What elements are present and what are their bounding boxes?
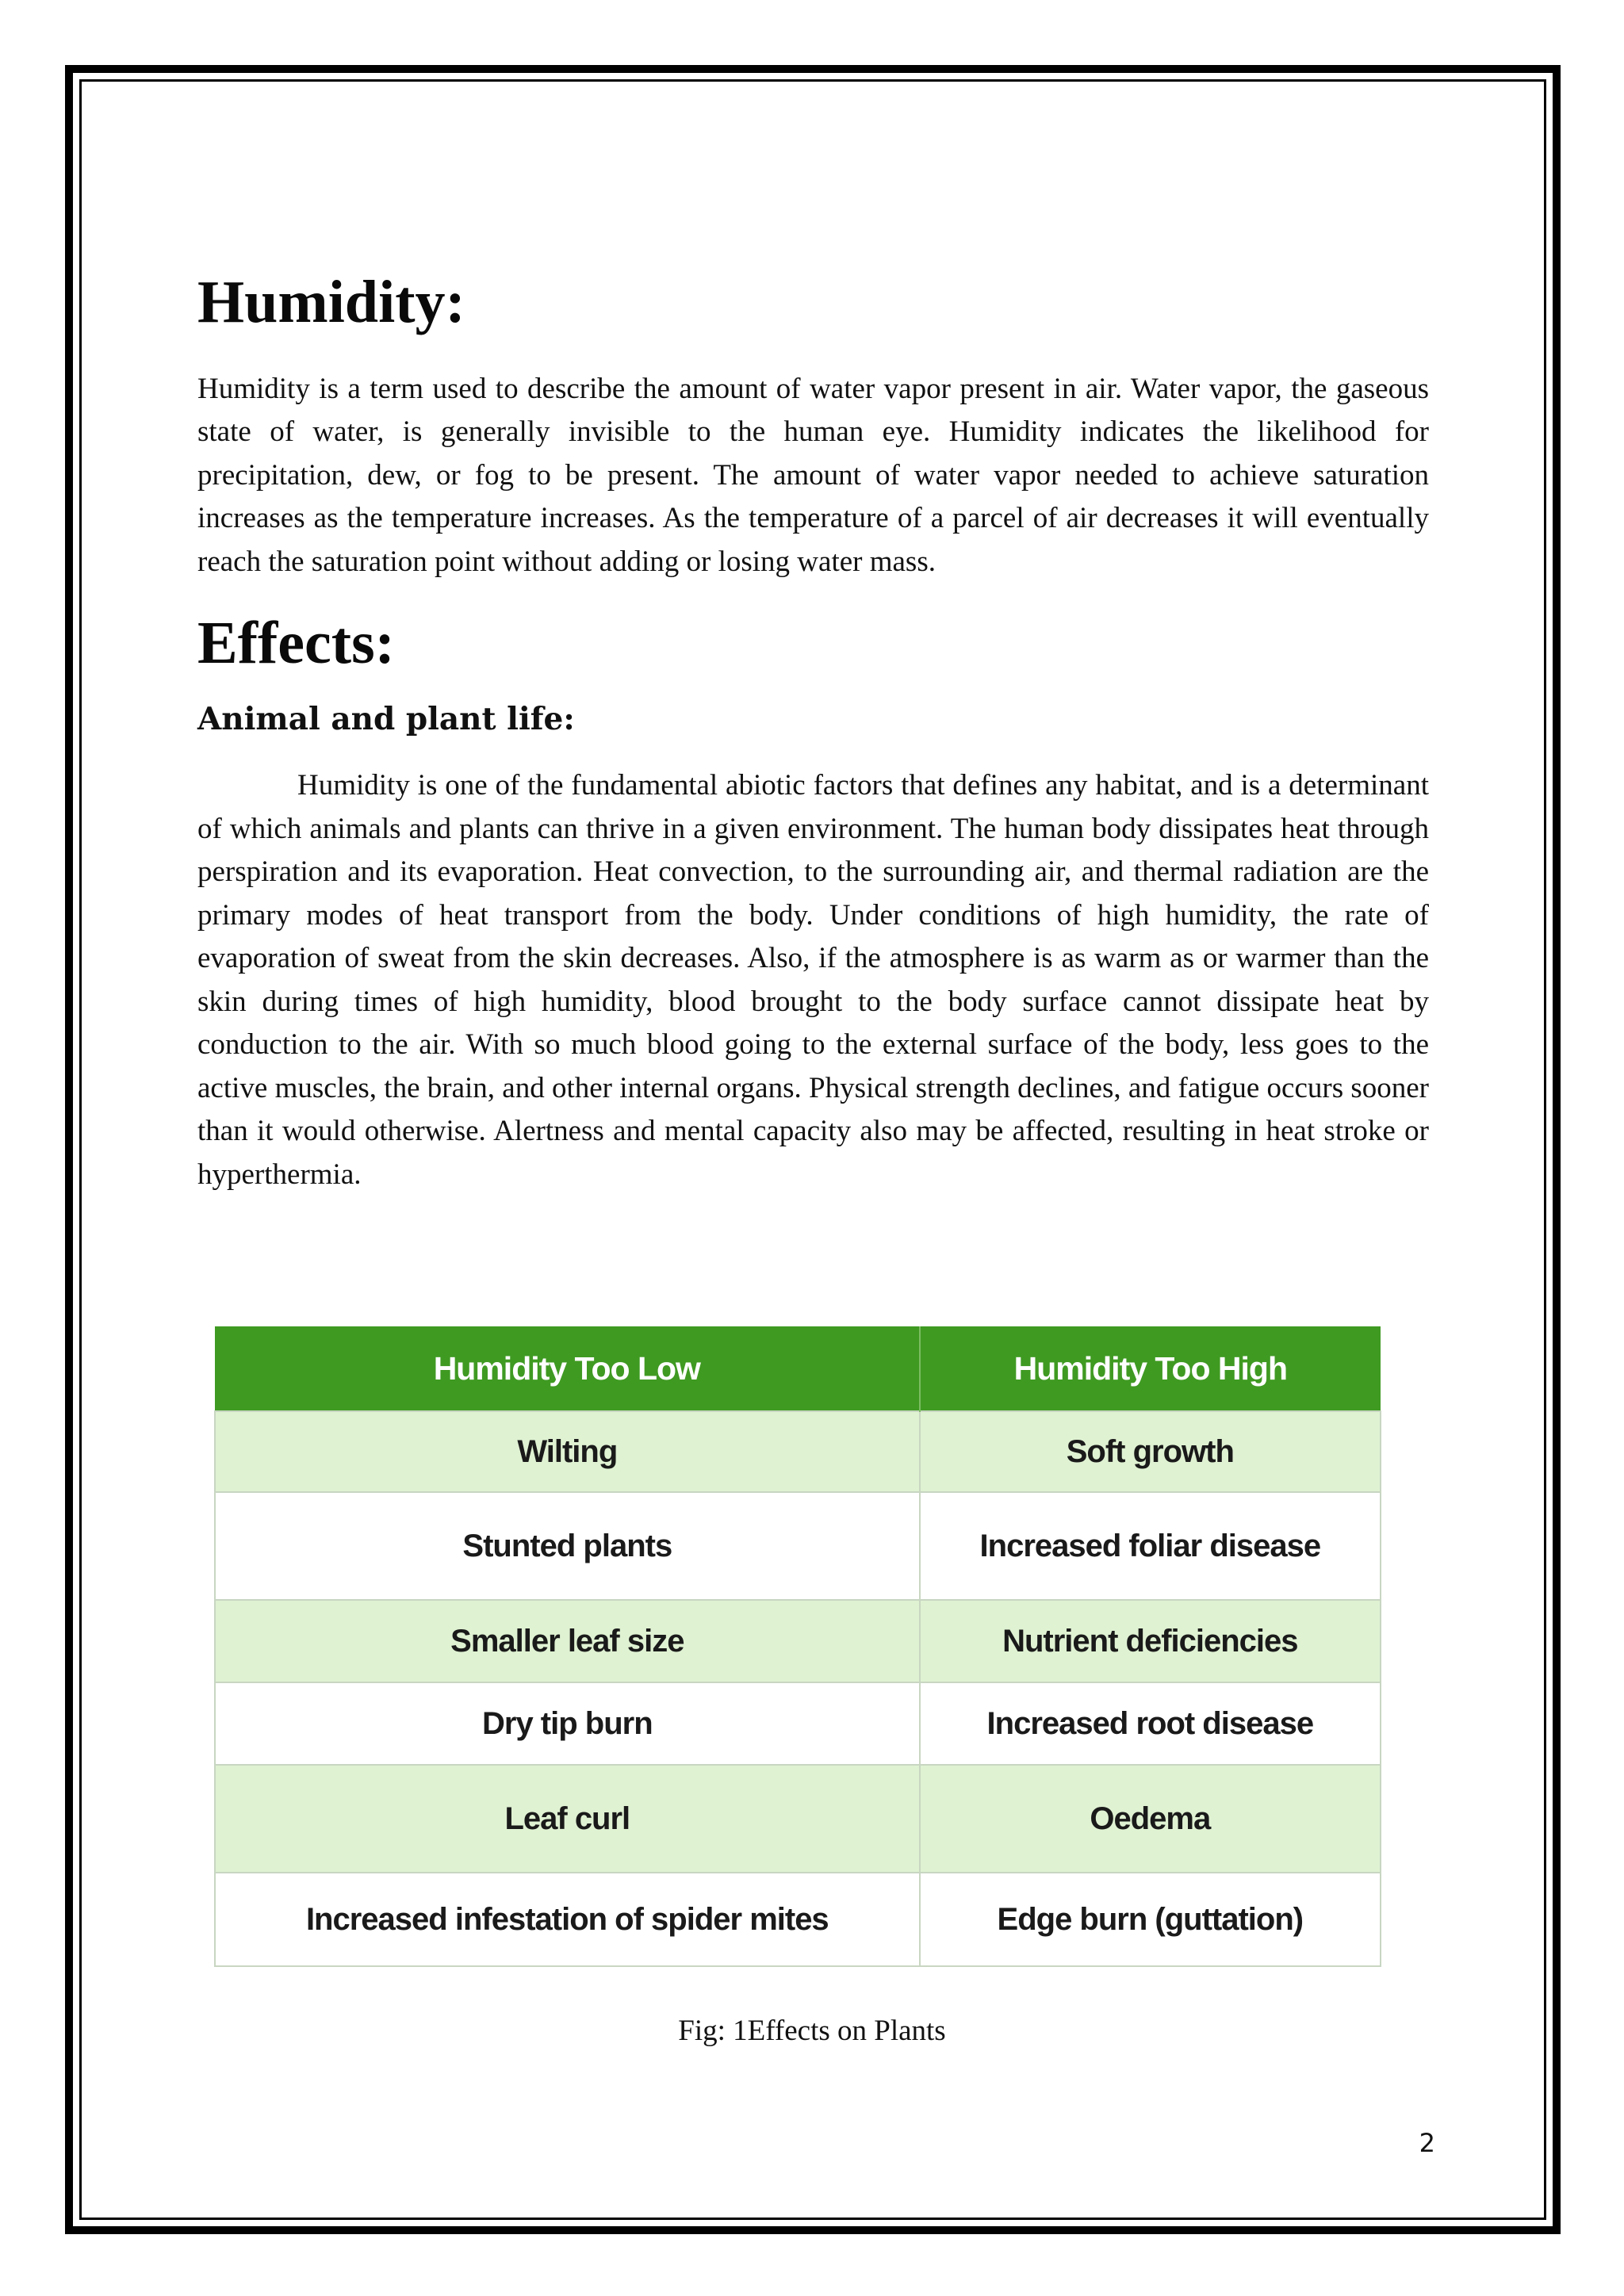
header-humidity-too-high: Humidity Too High bbox=[920, 1326, 1381, 1411]
table-cell-low: Increased infestation of spider mites bbox=[215, 1873, 920, 1966]
table-cell-low: Wilting bbox=[215, 1411, 920, 1492]
table-row bbox=[215, 1682, 1381, 1765]
table-row bbox=[215, 1765, 1381, 1873]
table-cell-low: Dry tip burn bbox=[215, 1682, 920, 1765]
table-row bbox=[215, 1600, 1381, 1682]
table-cell-low: Smaller leaf size bbox=[215, 1600, 920, 1682]
effects-heading: Effects: bbox=[197, 610, 395, 677]
effects-figure bbox=[214, 1326, 1381, 1967]
table-cell-high: Edge burn (guttation) bbox=[920, 1873, 1381, 1966]
effects-table bbox=[214, 1326, 1381, 1967]
table-cell-high: Increased root disease bbox=[920, 1682, 1381, 1765]
table-header-row bbox=[215, 1326, 1381, 1411]
page-content bbox=[197, 270, 1429, 1196]
table-cell-high: Increased foliar disease bbox=[920, 1492, 1381, 1600]
animal-plant-subheading: Animal and plant life: bbox=[197, 700, 575, 737]
table-cell-high: Oedema bbox=[920, 1765, 1381, 1873]
table-row bbox=[215, 1492, 1381, 1600]
table-cell-low: Stunted plants bbox=[215, 1492, 920, 1600]
header-humidity-too-low: Humidity Too Low bbox=[215, 1326, 920, 1411]
table-cell-low: Leaf curl bbox=[215, 1765, 920, 1873]
humidity-heading: Humidity: bbox=[197, 269, 465, 335]
table-row bbox=[215, 1411, 1381, 1492]
table-cell-high: Nutrient deficiencies bbox=[920, 1600, 1381, 1682]
effects-paragraph: Humidity is one of the fundamental abiotic factors that defines any habitat, and is a determinant of which animals and plants can thrive in a given environment. The human body dissipates heat through perspiration and its evaporation. Heat convection, to the surrounding air, and thermal radiation are the primary modes of heat transport from the body. Under conditions of high humidity, the rate of evaporation of sweat from the skin decreases. Also, if the atmosphere is as warm as or warmer than the skin during times of high humidity, blood brought to the body surface cannot dissipate heat by conduction to the air. With so much blood going to the external surface of the body, less goes to the active muscles, the brain, and other internal organs. Physical strength declines, and fatigue occurs sooner than it would otherwise. Alertness and mental capacity also may be affected, resulting in heat stroke or hyperthermia. bbox=[197, 769, 1429, 1191]
table-row bbox=[215, 1873, 1381, 1966]
page-number: 2 bbox=[1419, 2128, 1435, 2158]
figure-caption: Fig: 1Effects on Plants bbox=[678, 2015, 946, 2047]
table-cell-high: Soft growth bbox=[920, 1411, 1381, 1492]
humidity-paragraph: Humidity is a term used to describe the amount of water vapor present in air. Water vapor, the gaseous state of water, is generally invisible to the human eye. Humidity indicates the likelihood for precipitation, dew, or fog to be present. The amount of water vapor needed to achieve saturation increases as the temperature increases. As the temperature of a parcel of air decreases it will eventually reach the saturation point without adding or losing water mass. bbox=[197, 372, 1429, 578]
